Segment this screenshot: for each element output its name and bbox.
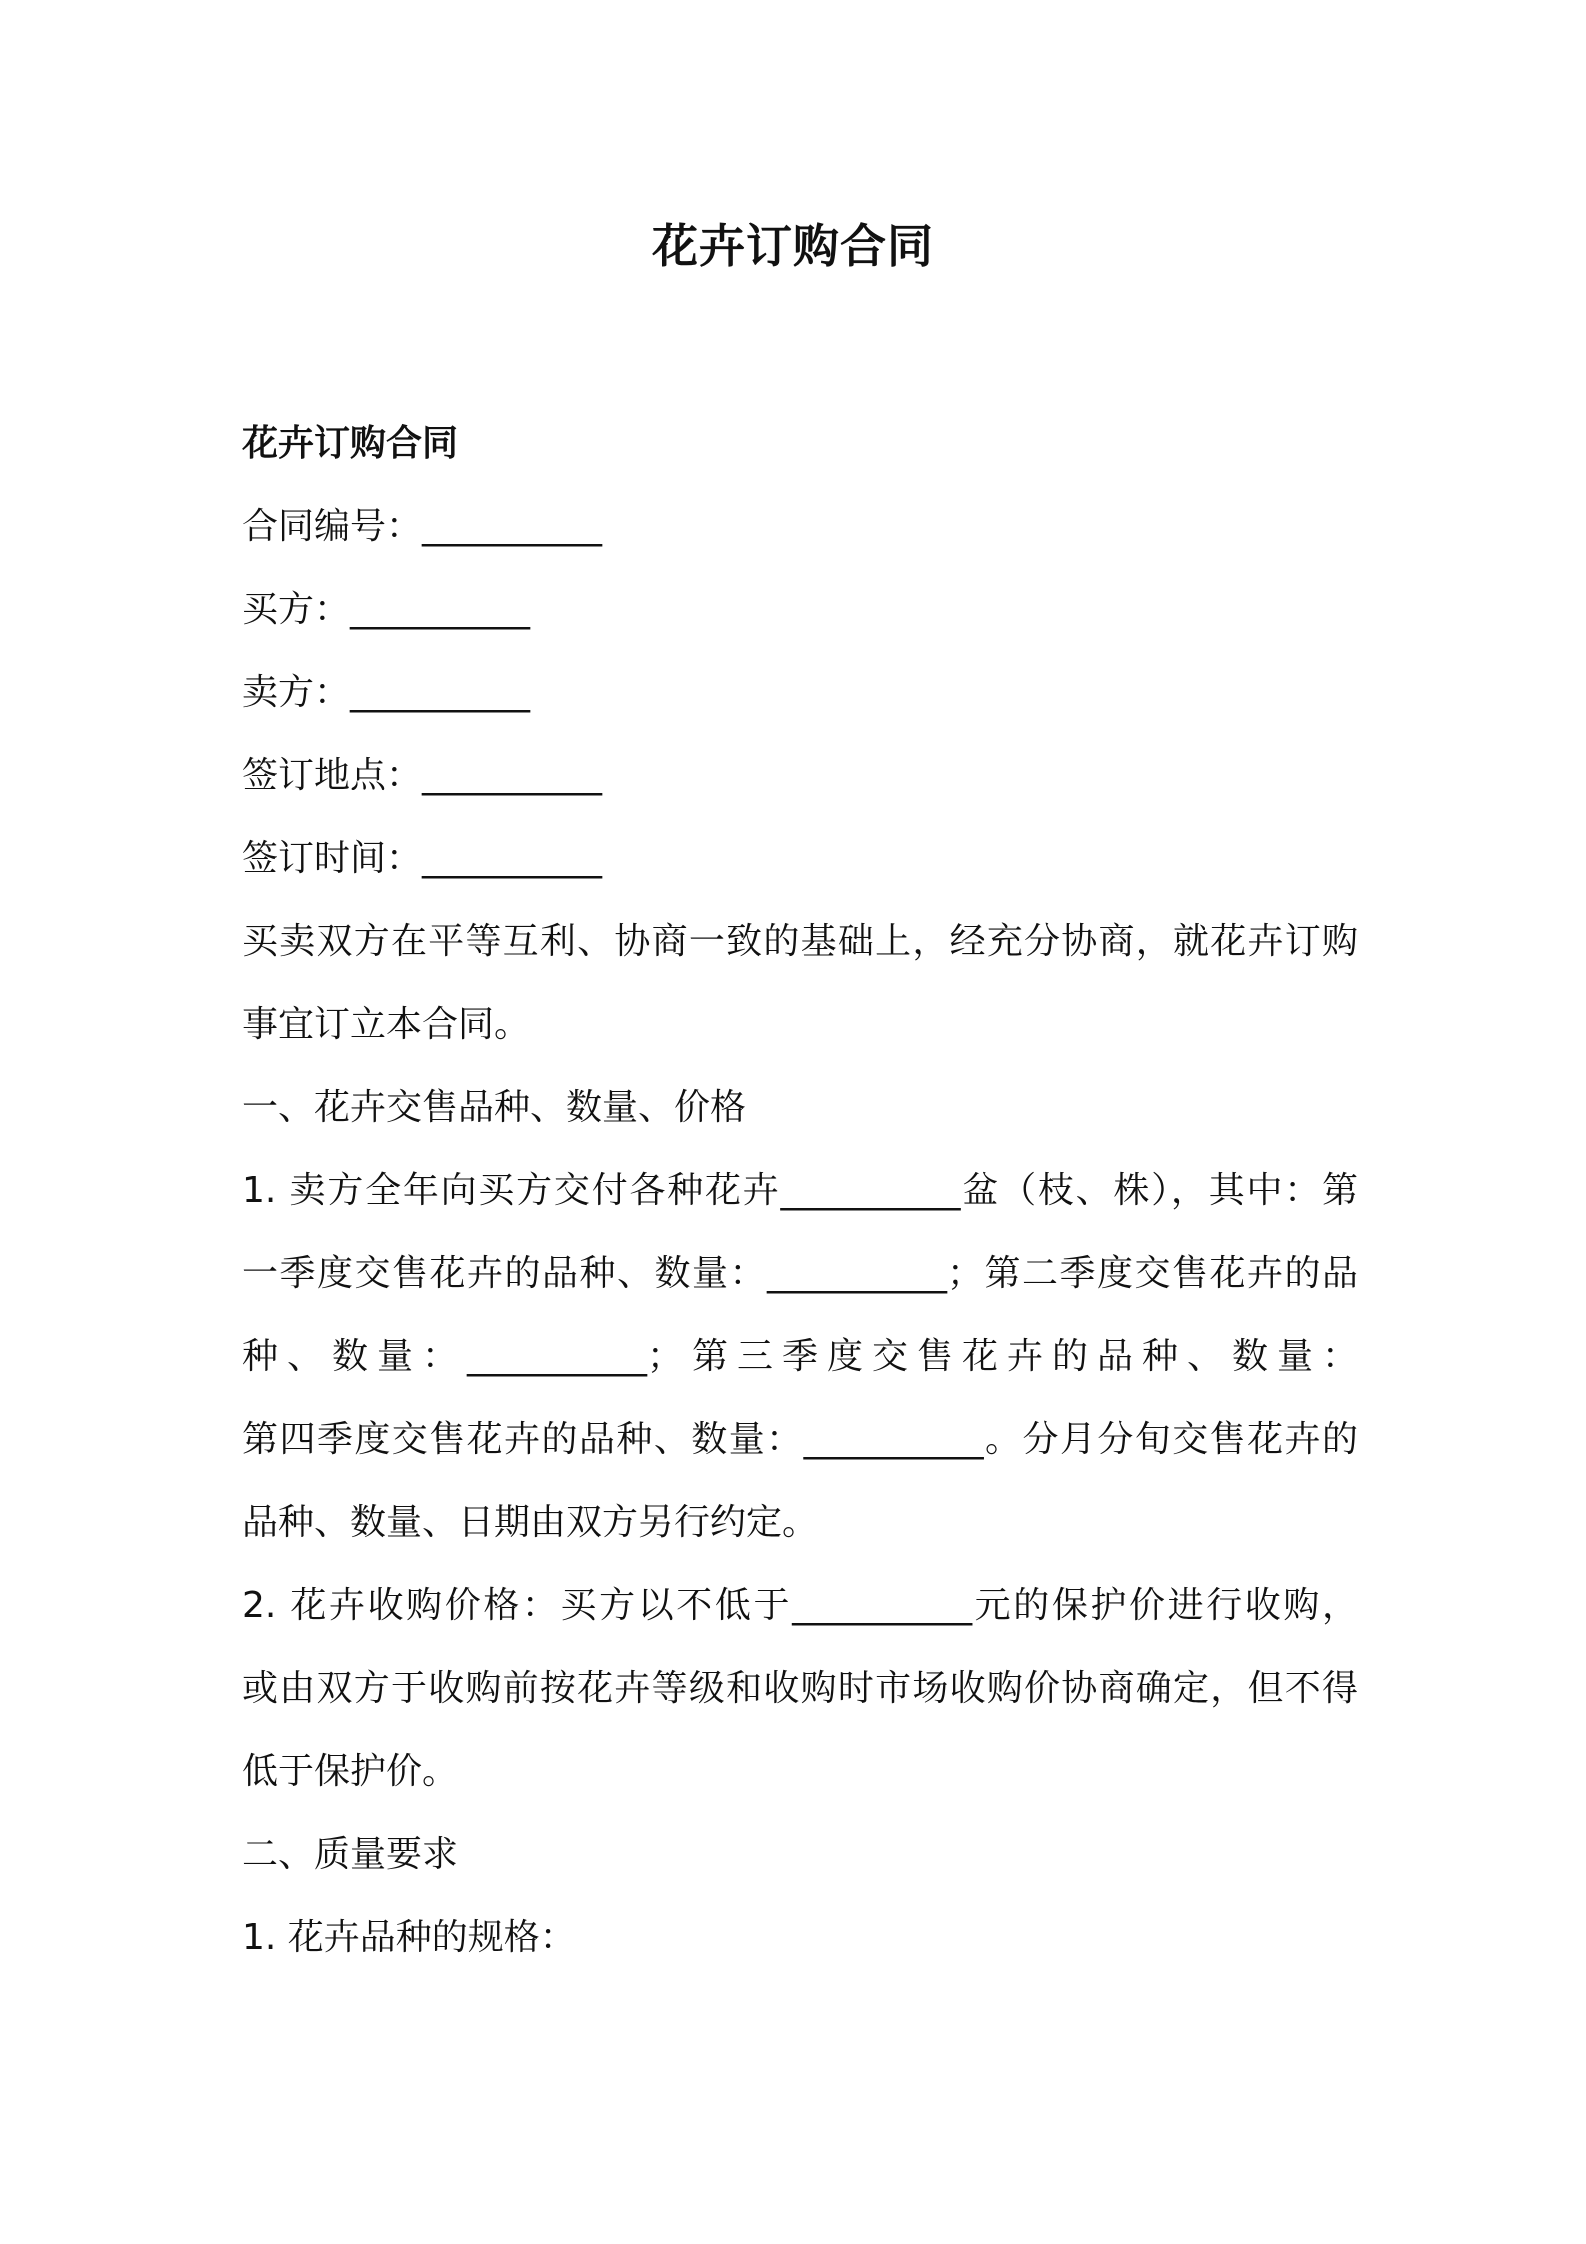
preamble-line-2: 事宜订立本合同。: [242, 1004, 531, 1045]
clause-1-1-line-3: 种、数量：__________；第三季度交售花卉的品种、数量：: [242, 1336, 1358, 1377]
signing-place-line: 签订地点：__________: [242, 755, 603, 796]
seller-line: 卖方：__________: [242, 672, 531, 713]
clause-1-2-line-2: 或由双方于收购前按花卉等级和收购时市场收购价协商确定，但不得: [242, 1668, 1358, 1709]
clause-2-1-line-1: 1. 花卉品种的规格：: [242, 1917, 576, 1958]
clause-1-1-line-5: 品种、数量、日期由双方另行约定。: [242, 1502, 819, 1543]
buyer-line: 买方：__________: [242, 589, 531, 630]
signing-time-line: 签订时间：__________: [242, 838, 603, 879]
clause-1-1-line-1: 1. 卖方全年向买方交付各种花卉__________盆（枝、株），其中：第: [242, 1170, 1358, 1211]
clause-1-1-line-2: 一季度交售花卉的品种、数量：__________；第二季度交售花卉的品: [242, 1253, 1358, 1294]
preamble-line-1: 买卖双方在平等互利、协商一致的基础上，经充分协商，就花卉订购: [242, 921, 1358, 962]
contract-heading: 花卉订购合同: [242, 423, 459, 464]
clause-1-2-line-3: 低于保护价。: [242, 1751, 459, 1792]
section-1-heading: 一、花卉交售品种、数量、价格: [242, 1087, 747, 1128]
document-body: [242, 402, 1358, 1979]
clause-1-2-line-1: 2. 花卉收购价格：买方以不低于__________元的保护价进行收购，: [242, 1585, 1358, 1626]
clause-1-1-line-4: 第四季度交售花卉的品种、数量：__________。分月分旬交售花卉的: [242, 1419, 1358, 1460]
section-2-heading: 二、质量要求: [242, 1834, 459, 1875]
contract-number-line: 合同编号：__________: [242, 506, 603, 547]
document-title: 花卉订购合同: [652, 219, 934, 273]
